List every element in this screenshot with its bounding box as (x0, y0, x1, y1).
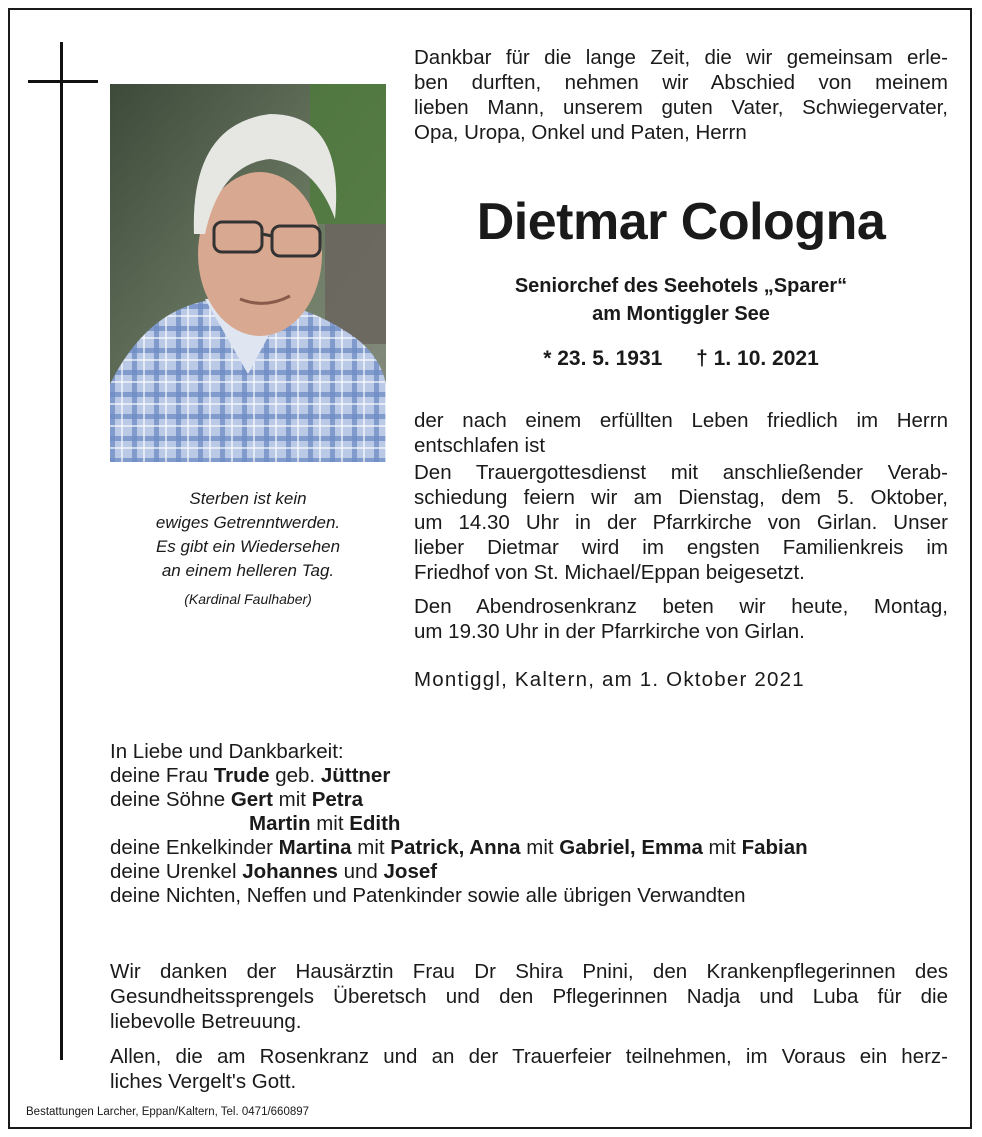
family-list (110, 740, 950, 908)
portrait-photo (110, 84, 386, 462)
paragraph-line: Friedhof von St. Michael/Eppan beigesetzt. (414, 561, 805, 584)
life-dates (414, 345, 948, 373)
role-line: Seniorchef des Seehotels „Sparer“ (514, 275, 848, 297)
memorial-quote (110, 487, 386, 611)
family-label: geb. (269, 764, 321, 787)
family-name: Petra (311, 788, 363, 811)
intro-line: lieben Mann, unserem guten Vater, Schwiegervater, (414, 96, 948, 119)
family-row-great-grandchildren (110, 860, 950, 884)
family-name: Fabian (741, 836, 808, 859)
quote-line: an einem helleren Tag. (161, 561, 335, 580)
family-name: Emma (635, 836, 703, 859)
family-name: Edith (349, 812, 401, 835)
family-name: Johannes (242, 860, 338, 883)
family-name: Gert (230, 788, 273, 811)
place-date: Montiggl, Kaltern, am 1. Oktober 2021 (414, 668, 805, 691)
thanks-paragraph-care (110, 959, 948, 1034)
family-name: Anna (464, 836, 521, 859)
deceased-name: Dietmar Cologna (476, 193, 886, 251)
portrait-illustration (110, 84, 386, 462)
paragraph-passing (414, 408, 948, 458)
deceased-role (414, 272, 948, 328)
family-label: mit (702, 836, 742, 859)
family-label: deine Urenkel (110, 860, 243, 883)
family-row-sons (110, 788, 950, 812)
birth-date: * 23. 5. 1931 (543, 347, 663, 370)
family-name: Patrick, (390, 836, 465, 859)
quote-line: ewiges Getrenntwerden. (155, 513, 341, 532)
family-label: mit (520, 836, 560, 859)
paragraph-line: um 19.30 Uhr in der Pfarrkirche von Girlan. (414, 620, 805, 643)
death-date: † 1. 10. 2021 (696, 347, 819, 370)
family-name: Martina (278, 836, 352, 859)
paragraph-line: der nach einem erfüllten Leben friedlich im Herrn (414, 409, 948, 432)
paragraph-line: Den Trauergottesdienst mit anschließender Verab- (414, 461, 948, 484)
paragraph-line: Den Abendrosenkranz beten wir heute, Montag, (414, 595, 948, 618)
quote-line: Es gibt ein Wiedersehen (155, 537, 341, 556)
family-label: und (337, 860, 384, 883)
paragraph-rosary (414, 594, 948, 644)
thanks-paragraph-attendees (110, 1044, 948, 1094)
family-name: Gabriel, (559, 836, 636, 859)
thanks-line: Gesundheitssprengels Überetsch und den Pflegerinnen Nadja und Luba für die (110, 985, 948, 1008)
family-row-wife (110, 764, 950, 788)
funeral-home-footer: Bestattungen Larcher, Eppan/Kaltern, Tel. 0471/660897 (26, 1106, 310, 1118)
quote-author: (Kardinal Faulhaber) (184, 591, 312, 607)
cross-icon-horizontal (28, 80, 98, 83)
family-row-sons-2 (110, 812, 950, 836)
family-name: Josef (383, 860, 438, 883)
intro-line: Dankbar für die lange Zeit, die wir gemeinsam erle- (414, 46, 948, 69)
family-label: deine Frau (110, 764, 214, 787)
family-row-grandchildren (110, 836, 950, 860)
quote-line: Sterben ist kein (189, 489, 307, 508)
role-line: am Montiggler See (592, 303, 770, 325)
family-label: mit (310, 812, 350, 835)
thanks-line: liebevolle Betreuung. (110, 1010, 302, 1033)
intro-line: ben durften, nehmen wir Abschied von meinem (414, 71, 948, 94)
family-label: mit (272, 788, 312, 811)
paragraph-line: um 14.30 Uhr in der Pfarrkirche von Girlan. Unser (414, 511, 948, 534)
family-label: mit (351, 836, 391, 859)
intro-text (414, 45, 948, 145)
family-heading: In Liebe und Dankbarkeit: (110, 740, 344, 763)
family-label: deine Söhne (110, 788, 231, 811)
thanks-line: Wir danken der Hausärztin Frau Dr Shira Pnini, den Krankenpflegerinnen des (110, 960, 948, 983)
paragraph-line: schiedung feiern wir am Dienstag, dem 5. Oktober, (414, 486, 948, 509)
family-label: deine Enkelkinder (110, 836, 279, 859)
paragraph-funeral (414, 460, 948, 585)
thanks-line: Allen, die am Rosenkranz und an der Trauerfeier teilnehmen, im Voraus ein herz- (110, 1045, 948, 1068)
family-row-others: deine Nichten, Neffen und Patenkinder sowie alle übrigen Verwandten (110, 884, 746, 907)
intro-line: Opa, Uropa, Onkel und Paten, Herrn (414, 121, 747, 144)
family-name: Trude (213, 764, 270, 787)
family-name: Martin (249, 812, 311, 835)
thanks-line: liches Vergelt's Gott. (110, 1070, 297, 1093)
paragraph-line: lieber Dietmar wird im engsten Familienkreis im (414, 536, 948, 559)
paragraph-line: entschlafen ist (414, 434, 546, 457)
cross-icon-vertical (60, 42, 63, 1060)
family-name: Jüttner (320, 764, 391, 787)
